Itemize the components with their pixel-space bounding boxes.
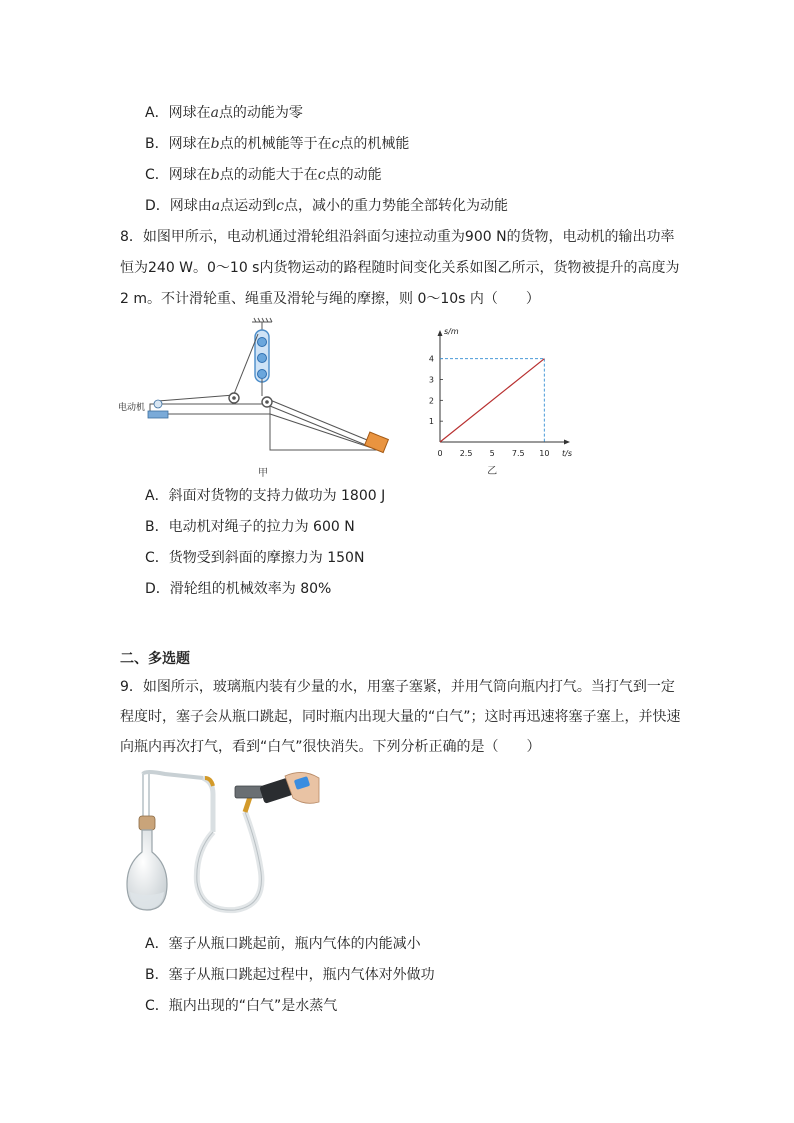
guide-pulley-right-axle [265,400,269,404]
rope-to-motor [158,395,234,401]
pump-nozzle [235,786,263,798]
q8-stem-line1: 8．如图甲所示，电动机通过滑轮组沿斜面匀速拉动重为900 N的货物，电动机的输出功率 [120,229,675,245]
x-axis-arrow [564,440,570,445]
figure-yi-st-chart [420,327,572,482]
glass-tube-vertical [143,774,149,822]
y-axis-arrow [438,330,443,336]
x-tick-label-2.5: 2.5 [459,449,473,458]
guide-pulley-left-axle [232,396,236,400]
y-axis-label: s/m [444,327,459,336]
y-tick-label-2: 2 [428,396,434,406]
series-line [440,359,544,442]
figure-yi-caption: 乙 [487,466,498,477]
movable-pulley [258,370,267,379]
q8-option-d: D．滑轮组的机械效率为 80% [145,581,332,597]
y-tick-label-4: 4 [428,354,434,364]
q7-option-a: A．网球在a点的动能为零 [145,105,303,121]
figure-jia-caption: 甲 [258,468,268,479]
ceiling-hatch [252,318,272,322]
q9-option-b: B．塞子从瓶口跳起过程中，瓶内气体对外做功 [145,967,435,983]
y-tick-label-3: 3 [428,375,434,385]
fixed-pulley-upper [258,338,267,347]
q9-option-c: C．瓶内出现的“白气”是水蒸气 [145,998,338,1014]
rubber-hose-loop [197,812,262,910]
figure-flask-pump [125,772,320,920]
incline [270,414,378,450]
q8-option-a: A．斜面对货物的支持力做功为 1800 J [145,488,386,504]
x-tick-label-5: 5 [489,449,495,458]
glass-tube-top [143,772,203,778]
q8-stem-line3: 2 m。不计滑轮重、绳重及滑轮与绳的摩擦，则 0～10s 内（ ） [120,291,540,307]
q9-stem-line3: 向瓶内再次打气，看到“白气”很快消失。下列分析正确的是（ ） [120,739,541,755]
q8-option-c: C．货物受到斜面的摩擦力为 150N [145,550,365,566]
figure-jia-pulley-incline [110,318,400,478]
q9-option-a: A．塞子从瓶口跳起前，瓶内气体的内能减小 [145,936,421,952]
q9-stem-line1: 9．如图所示，玻璃瓶内装有少量的水，用塞子塞紧，并用气筒向瓶内打气。当打气到一定 [120,679,675,695]
fixed-pulley-middle [258,354,267,363]
q8-option-b: B．电动机对绳子的拉力为 600 N [145,519,355,535]
q9-stem-line2: 程度时，塞子会从瓶口跳起，同时瓶内出现大量的“白气”；这时再迅速将塞子塞上，并快速 [120,709,681,725]
x-tick-label-0: 0 [437,449,443,458]
x-axis-label: t/s [562,449,572,458]
section-heading-multiple-choice: 二、多选题 [120,651,190,667]
q8-stem-line2: 恒为240 W。0～10 s内货物运动的路程随时间变化关系如图乙所示，货物被提升的高度为 [120,260,680,276]
q7-option-d: D．网球由a点运动到c点，减小的重力势能全部转化为动能 [145,198,508,214]
motor-label: 电动机 [118,403,146,413]
q7-option-c: C．网球在b点的动能大于在c点的动能 [145,167,382,183]
stopper [139,816,155,830]
q7-option-b: B．网球在b点的机械能等于在c点的机械能 [145,136,410,152]
x-tick-label-10: 10 [539,449,550,458]
y-tick-label-1: 1 [428,417,434,427]
x-tick-label-7.5: 7.5 [511,449,525,458]
